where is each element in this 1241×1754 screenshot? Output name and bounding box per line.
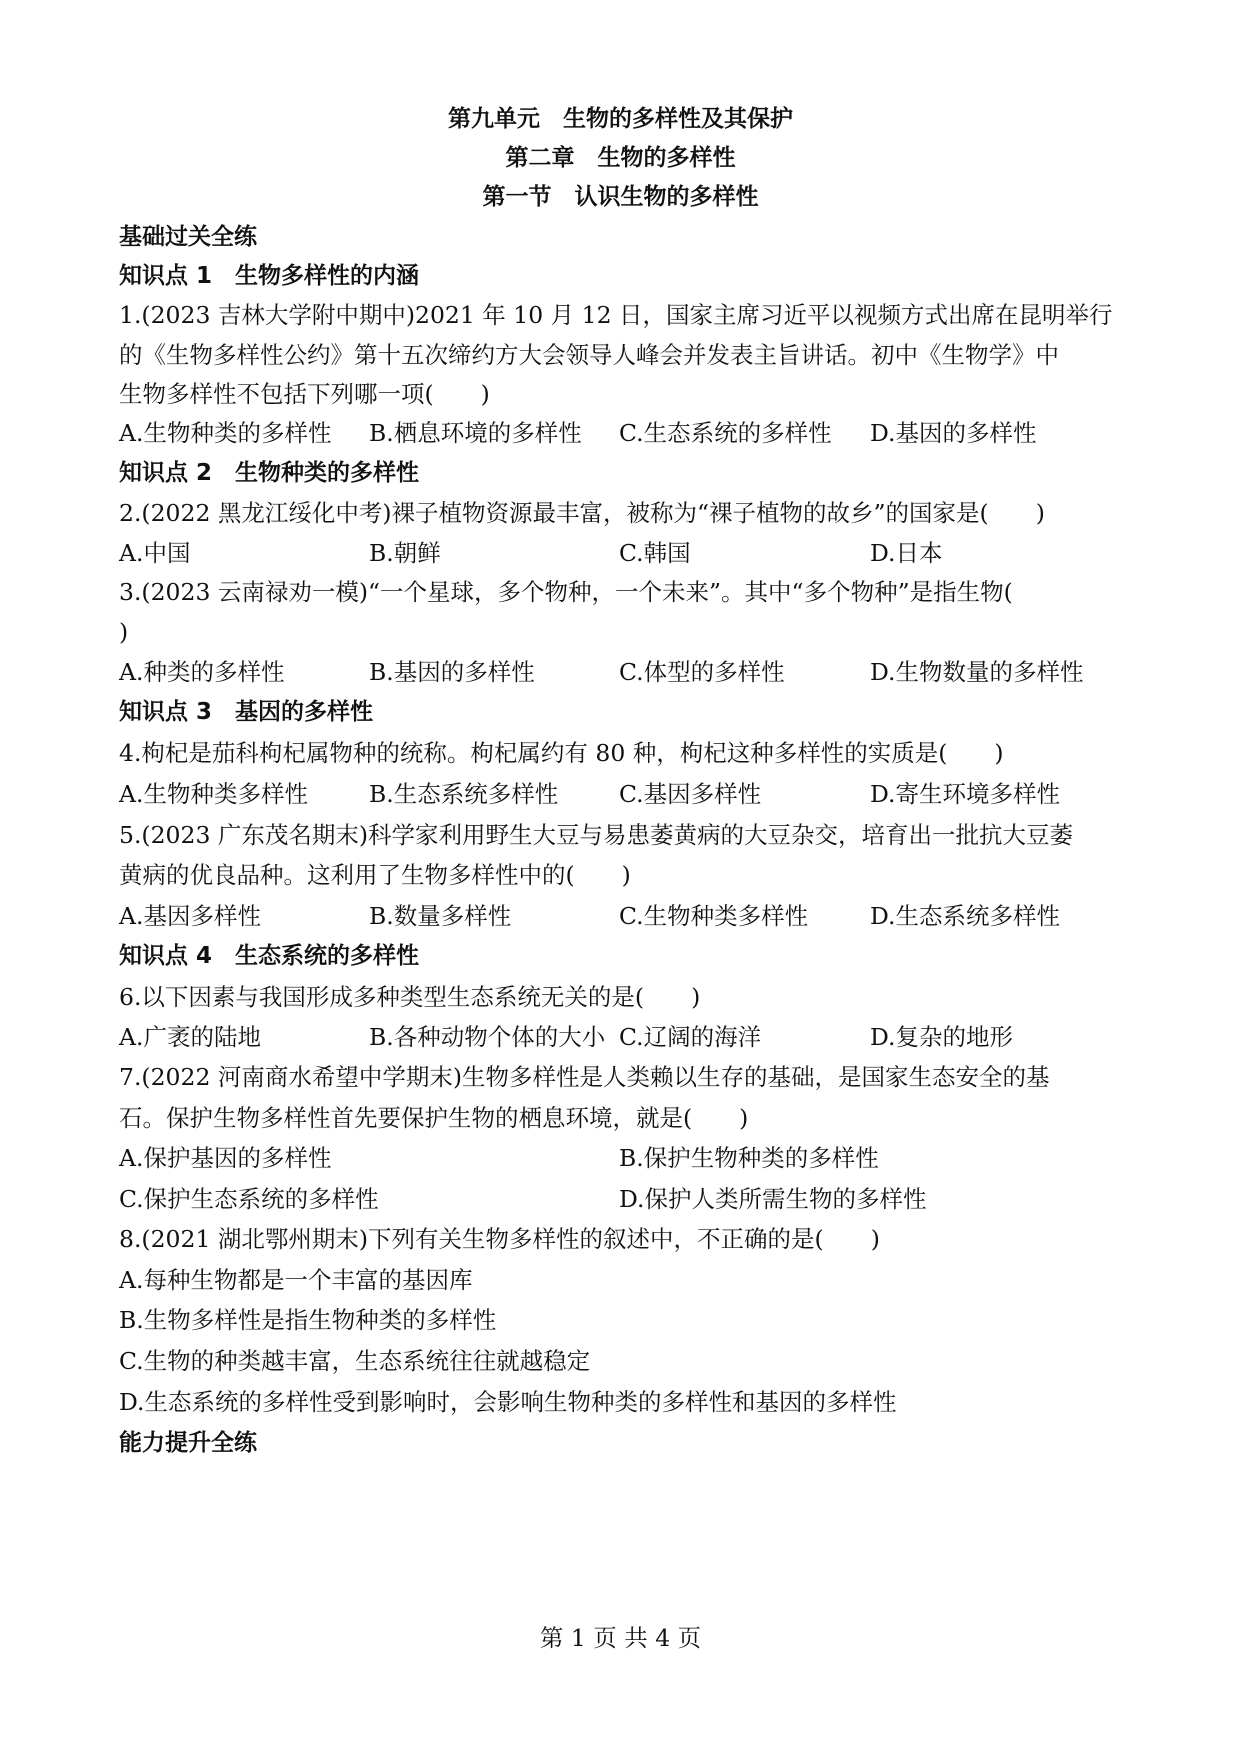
question-1-line-3: 生物多样性不包括下列哪一项( ) xyxy=(119,380,490,408)
question-3-line-2: ) xyxy=(119,618,129,646)
question-2-option-c: C.韩国 xyxy=(619,539,691,567)
question-6-line-1: 6.以下因素与我国形成多种类型生态系统无关的是( ) xyxy=(119,983,701,1011)
page-number: 第 1 页 共 4 页 xyxy=(539,1624,702,1652)
question-6-option-d: D.复杂的地形 xyxy=(870,1023,1013,1051)
question-5-option-b: B.数量多样性 xyxy=(369,902,512,930)
knowledge-point-3-heading: 知识点 3 基因的多样性 xyxy=(119,699,374,725)
question-1-option-a: A.生物种类的多样性 xyxy=(119,419,332,447)
question-5-option-a: A.基因多样性 xyxy=(119,902,261,930)
question-8-option-b: B.生物多样性是指生物种类的多样性 xyxy=(119,1306,497,1334)
question-5-option-d: D.生态系统多样性 xyxy=(870,902,1060,930)
question-5-option-c: C.生物种类多样性 xyxy=(619,902,809,930)
question-5-line-2: 黄病的优良品种。这利用了生物多样性中的( ) xyxy=(119,861,631,889)
question-1-option-d: D.基因的多样性 xyxy=(870,419,1037,447)
question-7-line-1: 7.(2022 河南商水希望中学期末)生物多样性是人类赖以生存的基础，是国家生态安全的基 xyxy=(119,1063,1050,1091)
knowledge-point-4-heading: 知识点 4 生态系统的多样性 xyxy=(119,943,420,969)
question-3-option-a: A.种类的多样性 xyxy=(119,658,285,686)
chapter-title: 第二章 生物的多样性 xyxy=(505,145,736,171)
question-8-option-d: D.生态系统的多样性受到影响时，会影响生物种类的多样性和基因的多样性 xyxy=(119,1388,897,1416)
knowledge-point-1-heading: 知识点 1 生物多样性的内涵 xyxy=(119,263,420,289)
question-4-line-1: 4.枸杞是茄科枸杞属物种的统称。枸杞属约有 80 种，枸杞这种多样性的实质是( ) xyxy=(119,739,1004,767)
part-heading-advanced: 能力提升全练 xyxy=(119,1430,257,1456)
question-3-option-c: C.体型的多样性 xyxy=(619,658,785,686)
question-1-line-1: 1.(2023 吉林大学附中期中)2021 年 10 月 12 日，国家主席习近平以视频方式出席在昆明举行 xyxy=(119,301,1113,329)
question-7-option-a: A.保护基因的多样性 xyxy=(119,1144,332,1172)
section-title: 第一节 认识生物的多样性 xyxy=(482,184,759,210)
question-5-line-1: 5.(2023 广东茂名期末)科学家利用野生大豆与易患萎黄病的大豆杂交，培育出一批抗大豆萎 xyxy=(119,821,1074,849)
unit-title: 第九单元 生物的多样性及其保护 xyxy=(448,106,793,132)
part-heading-basic: 基础过关全练 xyxy=(119,224,257,250)
question-2-option-a: A.中国 xyxy=(119,539,191,567)
question-6-option-a: A.广袤的陆地 xyxy=(119,1023,261,1051)
question-7-option-b: B.保护生物种类的多样性 xyxy=(619,1144,879,1172)
question-3-option-b: B.基因的多样性 xyxy=(369,658,535,686)
question-4-option-c: C.基因多样性 xyxy=(619,780,762,808)
question-3-line-1: 3.(2023 云南禄劝一模)“一个星球，多个物种，一个未来”。其中“多个物种”是指生物( xyxy=(119,578,1013,606)
question-2-option-d: D.日本 xyxy=(870,539,943,567)
question-6-option-c: C.辽阔的海洋 xyxy=(619,1023,762,1051)
question-4-option-a: A.生物种类多样性 xyxy=(119,780,308,808)
question-1-option-b: B.栖息环境的多样性 xyxy=(369,419,582,447)
question-1-option-c: C.生态系统的多样性 xyxy=(619,419,832,447)
question-2-option-b: B.朝鲜 xyxy=(369,539,441,567)
question-8-line-1: 8.(2021 湖北鄂州期末)下列有关生物多样性的叙述中，不正确的是( ) xyxy=(119,1225,880,1253)
question-1-line-2: 的《生物多样性公约》第十五次缔约方大会领导人峰会并发表主旨讲话。初中《生物学》中 xyxy=(119,341,1059,369)
question-7-line-2: 石。保护生物多样性首先要保护生物的栖息环境，就是( ) xyxy=(119,1104,749,1132)
knowledge-point-2-heading: 知识点 2 生物种类的多样性 xyxy=(119,460,420,486)
question-3-option-d: D.生物数量的多样性 xyxy=(870,658,1084,686)
question-2-line-1: 2.(2022 黑龙江绥化中考)裸子植物资源最丰富，被称为“裸子植物的故乡”的国家是( ) xyxy=(119,499,1045,527)
question-7-option-c: C.保护生态系统的多样性 xyxy=(119,1185,379,1213)
question-8-option-c: C.生物的种类越丰富，生态系统往往就越稳定 xyxy=(119,1347,591,1375)
question-8-option-a: A.每种生物都是一个丰富的基因库 xyxy=(119,1266,473,1294)
question-4-option-d: D.寄生环境多样性 xyxy=(870,780,1060,808)
question-6-option-b: B.各种动物个体的大小 xyxy=(369,1023,606,1051)
question-4-option-b: B.生态系统多样性 xyxy=(369,780,559,808)
question-7-option-d: D.保护人类所需生物的多样性 xyxy=(619,1185,927,1213)
